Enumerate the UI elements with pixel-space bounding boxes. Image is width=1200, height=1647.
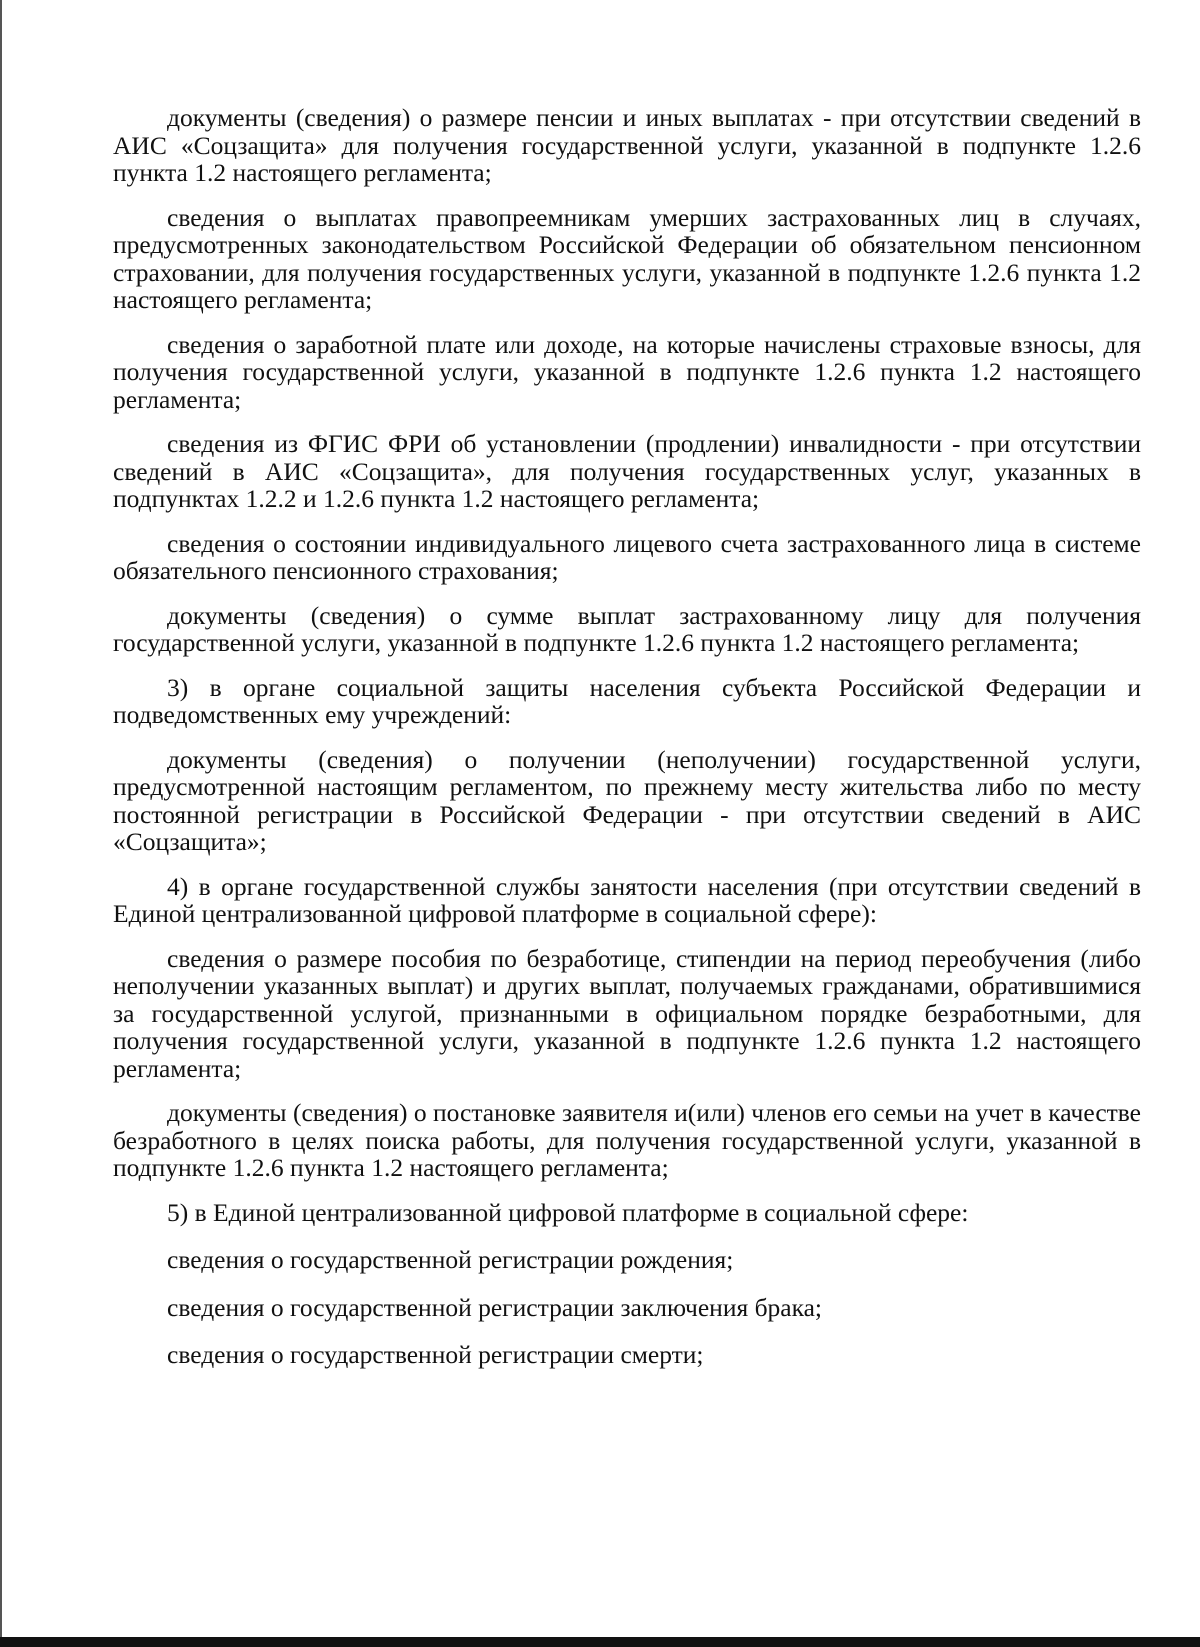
paragraph-digital-platform-heading: 5) в Единой централизованной цифровой платформе в социальной сфере: <box>167 1197 969 1227</box>
paragraph-pension-documents: документы (сведения) о размере пенсии и иных выплатах - при отсутствии сведений в АИС «Соцзащита» для получения государственной услуги, указанной в подпункте 1.2.6 пункта 1.2 настоящего регламента; <box>113 103 1141 187</box>
scan-edge-left <box>0 0 2 1647</box>
paragraph-previous-residence: документы (сведения) о получении (неполучении) государственной услуги, предусмотренной настоящим регламентом, по прежнему месту жительства либо по месту постоянной регистрации в Российской Федерации - при отсутствии сведений в АИС «Соцзащита»; <box>113 744 1141 856</box>
paragraph-salary-income: сведения о заработной плате или доходе, на которые начислены страховые взносы, для получения государственной услуги, указанной в подпункте 1.2.6 пункта 1.2 настоящего регламента; <box>113 329 1141 414</box>
paragraph-disability-fgis: сведения из ФГИС ФРИ об установлении (продлении) инвалидности - при отсутствии сведений в АИС «Соцзащита», для получения государственных услуг, указанных в подпунктах 1.2.2 и 1.2.6 пункта 1.2 настоящего регламента; <box>113 429 1141 513</box>
paragraph-birth-registration: сведения о государственной регистрации рождения; <box>167 1245 734 1274</box>
paragraph-marriage-registration: сведения о государственной регистрации заключения брака; <box>167 1292 823 1322</box>
paragraph-employment-service-heading: 4) в органе государственной службы занятости населения (при отсутствии сведений в Единой централизованной цифровой платформе в социальной сфере): <box>113 871 1141 928</box>
paragraph-insured-payments: документы (сведения) о сумме выплат застрахованному лицу для получения государственной услуги, указанной в подпункте 1.2.6 пункта 1.2 настоящего регламента; <box>113 600 1141 657</box>
document-page <box>113 104 1141 1389</box>
paragraph-unemployed-registration: документы (сведения) о постановке заявителя и(или) членов его семьи на учет в качестве безработного в целях поиска работы, для получения государственной услуги, указанной в подпункте 1.2.6 пункта 1.2 настоящего регламента; <box>113 1098 1141 1182</box>
paragraph-successor-payments: сведения о выплатах правопреемникам умерших застрахованных лиц в случаях, предусмотренных законодательством Российской Федерации об обязательном пенсионном страховании, для получения государственных услуги, указанной в подпункте 1.2.6 пункта 1.2 настоящего регламента; <box>113 202 1141 314</box>
paragraph-social-protection-heading: 3) в органе социальной защиты населения субъекта Российской Федерации и подведомственных ему учреждений: <box>113 672 1141 729</box>
paragraph-unemployment-benefit: сведения о размере пособия по безработице, стипендии на период переобучения (либо неполучении указанных выплат) и других выплат, получаемых гражданами, обратившимися за государственной услугой, признанными в официальном порядке безработными, для получения государственной услуги, указанной в подпункте 1.2.6 пункта 1.2 настоящего регламента; <box>113 943 1141 1083</box>
scan-edge-bottom <box>0 1637 1200 1647</box>
paragraph-personal-account: сведения о состоянии индивидуального лицевого счета застрахованного лица в системе обязательного пенсионного страхования; <box>113 528 1141 585</box>
paragraph-death-registration: сведения о государственной регистрации смерти; <box>167 1340 704 1369</box>
